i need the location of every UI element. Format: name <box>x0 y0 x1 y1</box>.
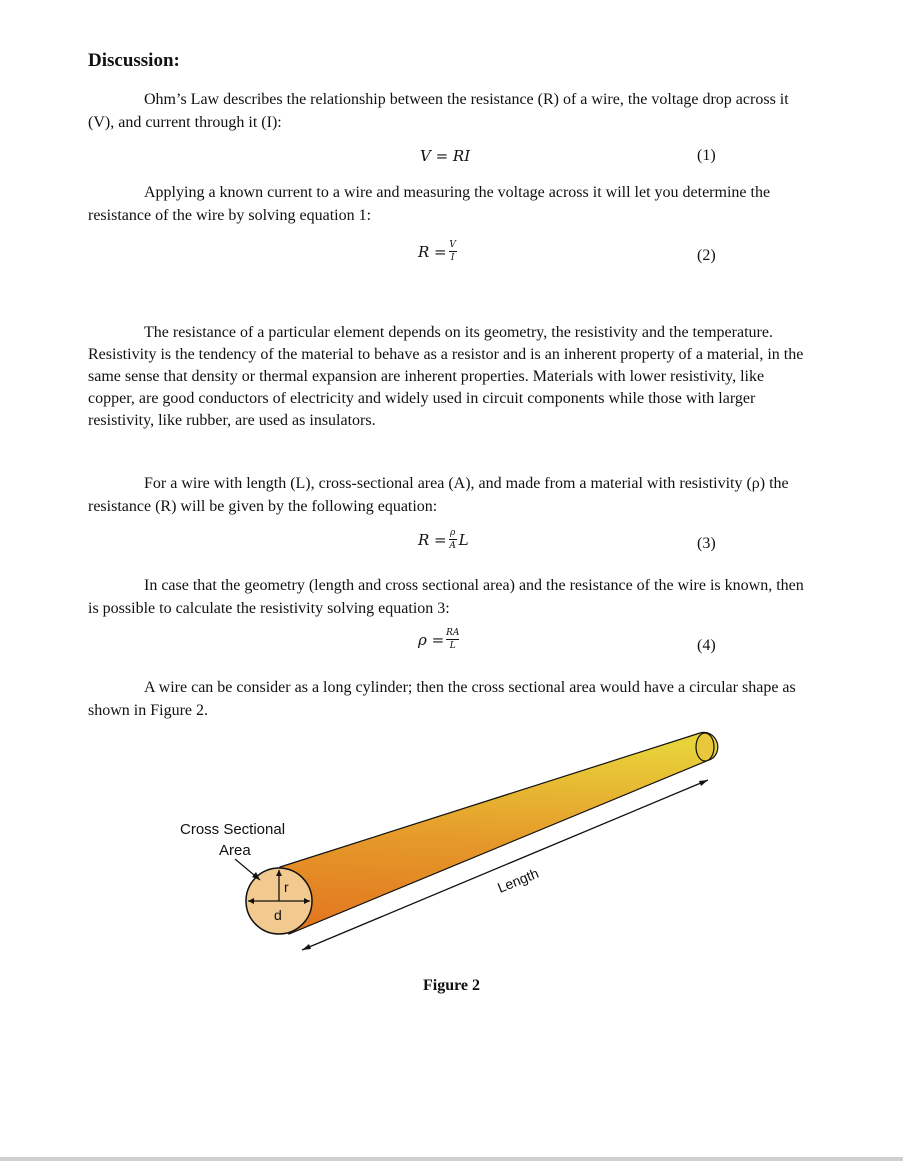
paragraph-cylinder: A wire can be consider as a long cylinder; then the cross sectional area would have a circular shape as shown in Figure 2. <box>88 679 796 719</box>
equation-1-formula: V = RI <box>420 147 471 165</box>
equation-2-fraction <box>449 240 457 263</box>
equation-3-numerator: ρ <box>449 528 456 538</box>
fraction-bar <box>449 539 457 540</box>
paragraph-applying-current: Applying a known current to a wire and measuring the voltage across it will let you determine the resistance of the wire by solving equation 1: <box>88 184 771 224</box>
length-arrow-left <box>302 944 311 950</box>
equation-3-fraction <box>449 528 457 551</box>
fraction-bar <box>449 251 457 252</box>
equation-1-number: (1) <box>697 147 716 164</box>
figure-caption: Figure 2 <box>422 977 481 994</box>
cross-section-label-line2: Area <box>219 842 251 859</box>
equation-2-formula <box>418 240 459 263</box>
equation-2 <box>0 240 903 270</box>
equation-3-denominator: A <box>449 541 456 551</box>
diameter-label: d <box>274 907 282 923</box>
equation-3-lhs: R = <box>418 530 447 549</box>
equation-2-number: (2) <box>697 247 716 264</box>
equation-4-numerator: RA <box>446 628 460 638</box>
fraction-bar <box>446 639 459 640</box>
equation-4-denominator: L <box>449 641 456 651</box>
page-bottom-divider <box>0 1157 903 1161</box>
equation-3-formula <box>418 528 469 551</box>
equation-4-number: (4) <box>697 637 716 654</box>
paragraph-resistivity: The resistance of a particular element depends on its geometry, the resistivity and the temperature. Resistivity is the tendency of the material to behave as a resistor and is an inherent property of a material, in the same sense that density or thermal expansion are inherent properties. Materials with lower resistivity, like copper, are good conductors of electricity and widely used in circuit components while those with larger resistivity, like rubber, are used as insulators. <box>88 324 804 429</box>
equation-3-number: (3) <box>697 535 716 552</box>
equation-2-lhs: R = <box>418 242 447 261</box>
equation-4-fraction <box>446 628 459 651</box>
section-heading: Discussion: <box>88 50 180 71</box>
equation-4 <box>0 628 903 658</box>
paragraph-wire-geometry: For a wire with length (L), cross-sectional area (A), and made from a material with resistivity (ρ) the resistance (R) will be given by the following equation: <box>88 475 789 515</box>
equation-4-lhs: ρ = <box>418 630 445 649</box>
equation-4-formula <box>418 628 461 651</box>
radius-label: r <box>284 879 289 895</box>
length-label: Length <box>495 864 541 896</box>
equation-2-denominator: I <box>450 253 455 263</box>
wire-body <box>280 732 718 934</box>
equation-1 <box>0 146 903 176</box>
paragraph-ohms-law: Ohm’s Law describes the relationship between the resistance (R) of a wire, the voltage drop across it (V), and current through it (I): <box>88 91 789 131</box>
length-arrow-right <box>699 780 708 786</box>
paragraph-known-geometry: In case that the geometry (length and cross sectional area) and the resistance of the wire is known, then is possible to calculate the resistivity solving equation 3: <box>88 577 804 617</box>
equation-3 <box>0 528 903 558</box>
wire-cylinder-diagram <box>160 725 740 970</box>
cross-section-label-line1: Cross Sectional <box>180 821 286 838</box>
equation-3-tail: L <box>458 530 469 549</box>
wire-end-cap <box>696 733 714 761</box>
equation-2-numerator: V <box>449 240 456 250</box>
